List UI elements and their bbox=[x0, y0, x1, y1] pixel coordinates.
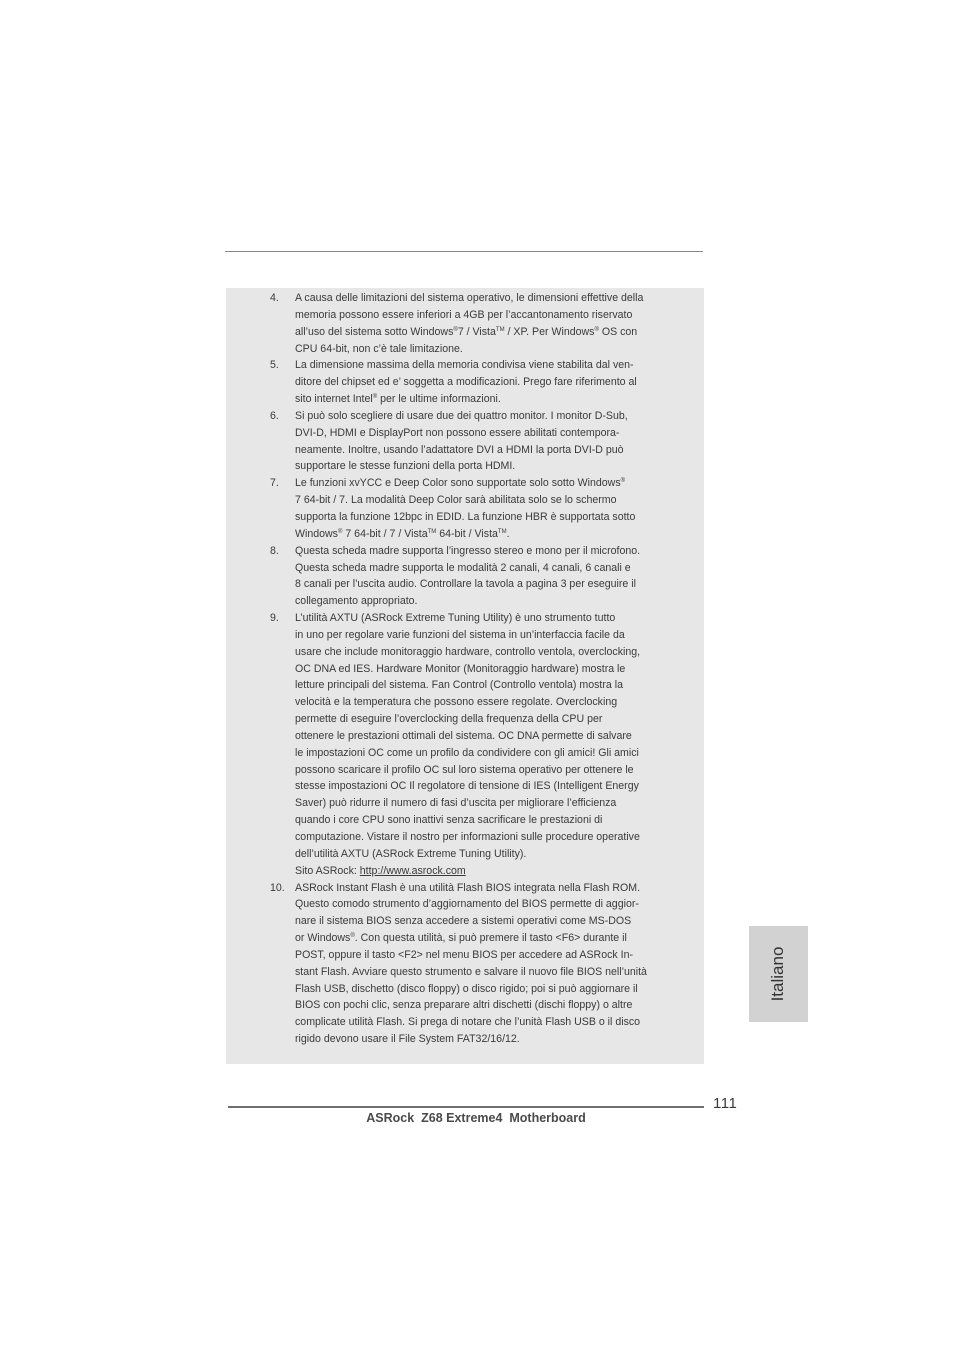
note-text: / XP. Per Windows bbox=[504, 325, 595, 338]
note-text: ditore del chipset ed e’ soggetta a modificazioni. Prego fare riferimento al bbox=[295, 376, 637, 389]
note-text: 7 / Vista bbox=[457, 325, 496, 338]
header-rule bbox=[225, 251, 703, 252]
note-text: ASRock Instant Flash è una utilità Flash BIOS integrata nella Flash ROM. bbox=[295, 881, 641, 894]
registered-mark: ® bbox=[372, 394, 378, 401]
note-text: collegamento appropriato. bbox=[295, 595, 418, 608]
note-line bbox=[295, 778, 674, 795]
note-text: L’utilità AXTU (ASRock Extreme Tuning Utility) è uno strumento tutto bbox=[295, 612, 616, 625]
note-text: Questa scheda madre supporta le modalità 2 canali, 4 canali, 6 canali e bbox=[295, 561, 631, 574]
note-text: 7 64-bit / 7. La modalità Deep Color sarà abilitata solo se lo schermo bbox=[295, 494, 617, 507]
note-text: Questa scheda madre supporta l’ingresso stereo e mono per il microfono. bbox=[295, 544, 641, 557]
note-text: OC DNA ed IES. Hardware Monitor (Monitoraggio hardware) mostra le bbox=[295, 662, 626, 675]
registered-mark: ® bbox=[594, 326, 599, 333]
note-line bbox=[295, 1014, 674, 1031]
footer-rule bbox=[228, 1106, 704, 1108]
note-number: 10. bbox=[270, 881, 285, 894]
note-text: Si può solo scegliere di usare due dei quattro monitor. I monitor D-Sub, bbox=[295, 409, 628, 422]
note-line bbox=[295, 509, 674, 526]
note-text: memoria possono essere inferiori a 4GB per l’accantonamento riservato bbox=[295, 308, 633, 321]
note-number: 7. bbox=[270, 477, 279, 490]
note-text: all’uso del sistema sotto Windows bbox=[295, 325, 454, 338]
note-number: 6. bbox=[270, 409, 279, 422]
notes-panel bbox=[226, 288, 704, 1064]
note-line bbox=[295, 307, 674, 324]
note-text: computazione. Vistare il nostro per informazioni sulle procedure operative bbox=[295, 831, 640, 843]
note-text: Saver) può ridurre il numero di fasi d’uscita per migliorare l’efficienza bbox=[295, 797, 617, 810]
note-text: rigido devono usare il File System FAT32/16/12. bbox=[295, 1033, 520, 1046]
note-line bbox=[295, 425, 674, 442]
asrock-website-link[interactable]: http://www.asrock.com bbox=[359, 864, 466, 877]
note-text: possono scaricare il profilo OC sul loro sistema operativo per ottenere le bbox=[295, 763, 634, 776]
note-line bbox=[295, 981, 674, 998]
note-text: le impostazioni OC come un profilo da condividere con gli amici! Gli amici bbox=[295, 746, 639, 759]
note-text: ottenere le prestazioni ottimali del sistema. OC DNA permette di salvare bbox=[295, 729, 632, 742]
note-line bbox=[295, 863, 674, 880]
note-text: permette di eseguire l’overclocking della frequenza della CPU per bbox=[295, 713, 603, 726]
page-number: 111 bbox=[713, 1095, 738, 1112]
note-text: supportare le stesse funzioni della porta HDMI. bbox=[295, 460, 516, 473]
note-text: quando i core CPU sono inattivi senza sacrificare le prestazioni di bbox=[295, 814, 603, 827]
note-line bbox=[295, 997, 674, 1014]
note-number: 5. bbox=[270, 359, 279, 372]
note-text: complicate utilità Flash. Si prega di notare che l’unità Flash USB o il disco bbox=[295, 1016, 641, 1029]
note-text: La dimensione massima della memoria condivisa viene stabilita dal ven- bbox=[295, 359, 634, 372]
note-line bbox=[295, 661, 674, 678]
note-line bbox=[295, 880, 674, 897]
note-line bbox=[295, 913, 674, 930]
note-line bbox=[295, 745, 674, 762]
footer-title: ASRock Z68 Extreme4 Motherboard bbox=[366, 1111, 586, 1125]
note-number: 8. bbox=[270, 544, 279, 557]
note-line bbox=[295, 762, 674, 779]
note-text: BIOS con pochi clic, senza preparare altri dischetti (dischi floppy) o altre bbox=[295, 999, 633, 1012]
note-line bbox=[295, 930, 674, 947]
note-line bbox=[295, 677, 674, 694]
note-text: nare il sistema BIOS senza accedere a sistemi operativi come MS-DOS bbox=[295, 915, 632, 928]
note-text: A causa delle limitazioni del sistema operativo, le dimensioni effettive della bbox=[295, 292, 644, 304]
note-line bbox=[295, 357, 674, 374]
note-text: stesse impostazioni OC Il regolatore di tensione di IES (Intelligent Energy bbox=[295, 780, 639, 793]
trademark-mark: TM bbox=[427, 528, 437, 535]
note-text: Flash USB, dischetto (disco floppy) o disco rigido; poi si può aggiornare il bbox=[295, 982, 638, 995]
note-text: Questo comodo strumento d’aggiornamento del BIOS permette di aggior- bbox=[295, 898, 639, 911]
note-item bbox=[226, 880, 704, 1048]
note-line bbox=[295, 964, 674, 981]
note-line bbox=[295, 458, 674, 475]
note-line bbox=[295, 694, 674, 711]
note-text: OS con bbox=[598, 325, 638, 338]
note-text: velocità e la temperatura che possono essere regolate. Overclocking bbox=[295, 696, 618, 709]
note-text: in uno per regolare varie funzioni del sistema in un’interfaccia facile da bbox=[295, 628, 625, 641]
note-line bbox=[295, 442, 674, 459]
note-text: 7 64-bit / 7 / Vista bbox=[342, 527, 428, 540]
note-line bbox=[295, 374, 674, 391]
note-item bbox=[226, 408, 704, 475]
note-text: Windows bbox=[295, 527, 338, 540]
note-line bbox=[295, 795, 674, 812]
trademark-mark: TM bbox=[497, 528, 507, 535]
note-text: dell’utilità AXTU (ASRock Extreme Tuning Utility). bbox=[295, 847, 527, 860]
note-item bbox=[226, 290, 704, 357]
note-line bbox=[295, 341, 674, 358]
note-item bbox=[226, 610, 704, 880]
note-text: 64-bit / Vista bbox=[436, 527, 498, 540]
registered-mark: ® bbox=[337, 528, 343, 535]
note-line bbox=[295, 475, 674, 492]
notes-list bbox=[226, 290, 704, 1048]
note-line bbox=[295, 576, 674, 593]
note-text: DVI-D, HDMI e DisplayPort non possono essere abilitati contempora- bbox=[295, 426, 620, 439]
note-text: letture principali del sistema. Fan Control (Controllo ventola) mostra la bbox=[295, 679, 623, 692]
note-text: neamente. Inoltre, usando l’adattatore DVI a HDMI la porta DVI-D può bbox=[295, 443, 624, 456]
language-tab bbox=[749, 926, 808, 1022]
note-number: 9. bbox=[270, 612, 279, 625]
note-line bbox=[295, 324, 674, 341]
note-line bbox=[295, 812, 674, 829]
note-line bbox=[295, 290, 674, 307]
note-line bbox=[295, 829, 674, 846]
note-line bbox=[295, 1031, 674, 1048]
trademark-mark: TM bbox=[495, 326, 505, 333]
note-line bbox=[295, 391, 674, 408]
note-text: CPU 64-bit, non c’è tale limitazione. bbox=[295, 342, 463, 355]
note-line bbox=[295, 408, 674, 425]
note-line bbox=[295, 728, 674, 745]
registered-mark: ® bbox=[350, 933, 355, 940]
note-line bbox=[295, 492, 674, 509]
note-line bbox=[295, 846, 674, 863]
note-text: POST, oppure il tasto <F2> nel menu BIOS per accedere ad ASRock In- bbox=[295, 948, 634, 961]
note-text: 8 canali per l’uscita audio. Controllare la tavola a pagina 3 per eseguire il bbox=[295, 578, 636, 591]
note-line bbox=[295, 644, 674, 661]
note-text: . bbox=[506, 527, 510, 540]
note-line bbox=[295, 711, 674, 728]
note-line bbox=[295, 593, 674, 610]
note-text: stant Flash. Avviare questo strumento e salvare il nuovo file BIOS nell’unità bbox=[295, 965, 647, 978]
note-text: usare che include monitoraggio hardware, controllo ventola, overclocking, bbox=[295, 645, 641, 658]
note-item bbox=[226, 543, 704, 610]
note-text: sito internet Intel bbox=[295, 393, 373, 406]
note-text: Sito ASRock: bbox=[295, 864, 360, 877]
note-line bbox=[295, 526, 674, 543]
note-line bbox=[295, 610, 674, 627]
registered-mark: ® bbox=[620, 478, 626, 485]
note-line bbox=[295, 560, 674, 577]
note-number: 4. bbox=[270, 292, 279, 304]
note-line bbox=[295, 543, 674, 560]
note-item bbox=[226, 357, 704, 408]
note-text: or Windows bbox=[295, 932, 351, 945]
note-line bbox=[295, 627, 674, 644]
registered-mark: ® bbox=[453, 326, 458, 333]
note-item bbox=[226, 475, 704, 542]
note-text: per le ultime informazioni. bbox=[377, 393, 501, 406]
note-line bbox=[295, 896, 674, 913]
language-tab-label: Italiano bbox=[768, 946, 787, 1002]
note-text: Le funzioni xvYCC e Deep Color sono supportate solo sotto Windows bbox=[295, 477, 621, 490]
note-text: . Con questa utilità, si può premere il tasto <F6> durante il bbox=[354, 932, 627, 945]
note-text: supporta la funzione 12bpc in EDID. La funzione HBR è supportata sotto bbox=[295, 510, 636, 523]
note-line bbox=[295, 947, 674, 964]
